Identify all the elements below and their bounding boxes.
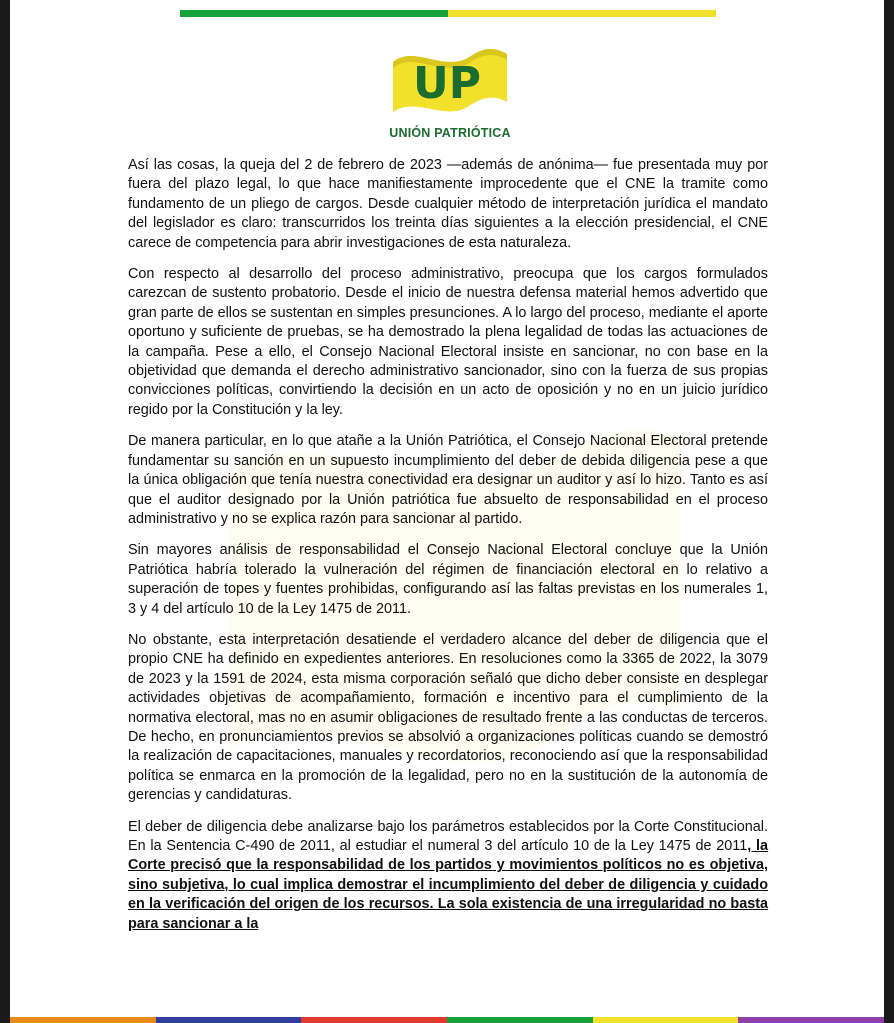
paragraph-1: Así las cosas, la queja del 2 de febrero de 2023 —además de anónima— fue presentada muy por fuera del plazo legal, lo que hace manifiestamente improcedente que el CNE la tramite como fundamento de un pliego de cargos. Desde cualquier método de interpretación jurídica el mandato del legislador es claro: transcurridos los treinta días siguientes a la elección presidencial, el CNE carece de competencia para abrir investigaciones de esta naturaleza. [128,157,768,251]
bottom-color-bar [10,1017,884,1023]
paragraph-2: Con respecto al desarrollo del proceso administrativo, preocupa que los cargos formulados carezcan de sustento probatorio. Desde el inicio de nuestra defensa material hemos advertido que gran parte de ellos se sustentan en simples presunciones. A lo largo del proceso, mediante el aporte oportuno y suficiente de pruebas, se ha demostrado la plena legalidad de todas las actuaciones de la campaña. Pese a ello, el Consejo Nacional Electoral insiste en sancionar, no con base en la objetividad que demanda el derecho administrativo sancionador, sino con la fuerza de sus propias convicciones políticas, convirtiendo la decisión en un acto de oposición y no en un juicio jurídico regido por la Constitución y la ley. [128,266,768,418]
logo-letters: UP [413,58,481,109]
document-page [10,0,884,1023]
paragraph-6-emphasis: , la Corte precisó que la responsabilidad de los partidos y movimientos políticos no es objetiva, sino subjetiva, lo cual implica demostrar el incumplimiento del deber de diligencia y cuidado en la verificación del origen de los recursos. La sola existencia de una irregularidad no basta para sancionar a la [128,838,769,932]
document-body [128,156,768,946]
paragraph-6-plain: El deber de diligencia debe analizarse bajo los parámetros establecidos por la Corte Constitucional. En la Sentencia C-490 de 2011, al estudiar el numeral 3 del artículo 10 de la Ley 1475 de 2011 [128,818,768,854]
paragraph-6 [128,818,768,934]
top-color-bar [180,10,716,17]
paragraph-5: No obstante, esta interpretación desatiende el verdadero alcance del deber de diligencia que el propio CNE ha definido en expedientes anteriores. En resoluciones como la 3365 de 2022, la 3079 de 2023 y la 1591 de 2024, esta misma corporación señaló que dicho deber consiste en desplegar actividades objetivas de acompañamiento, formación e incentivo para el cumplimiento de la normativa electoral, mas no en asumir obligaciones de resultado frente a las conductas de terceros. De hecho, en pronunciamientos previos se absolvió a organizaciones políticas cuando se demostró la realización de capacitaciones, manuales y recordatorios, reconociendo así que la responsabilidad política se enmarca en la promoción de la legalidad, pero no en la sustitución de la autonomía de gerencias y candidaturas. [128,631,768,804]
paragraph-3: De manera particular, en lo que atañe a la Unión Patriótica, el Consejo Nacional Electoral pretende fundamentar su sanción en un supuesto incumplimiento del deber de debida diligencia pese a que la única obligación que tenía nuestra conectividad era designar un auditor y así lo hizo. Tanto es así que el auditor designado por la Unión patriótica fue absuelto de responsabilidad en el proceso administrativo y no se explica razón para sancionar al partido. [128,433,768,527]
paragraph-4: Sin mayores análisis de responsabilidad el Consejo Nacional Electoral concluye que la Unión Patriótica habría tolerado la vulneración del régimen de financiación electoral en lo relativo a superación de topes y fuentes prohibidas, configurando así las faltas previstas en los numerales 1, 3 y 4 del artículo 10 de la Ley 1475 de 2011. [128,542,768,617]
logo-name: UNIÓN PATRIÓTICA [389,126,511,140]
